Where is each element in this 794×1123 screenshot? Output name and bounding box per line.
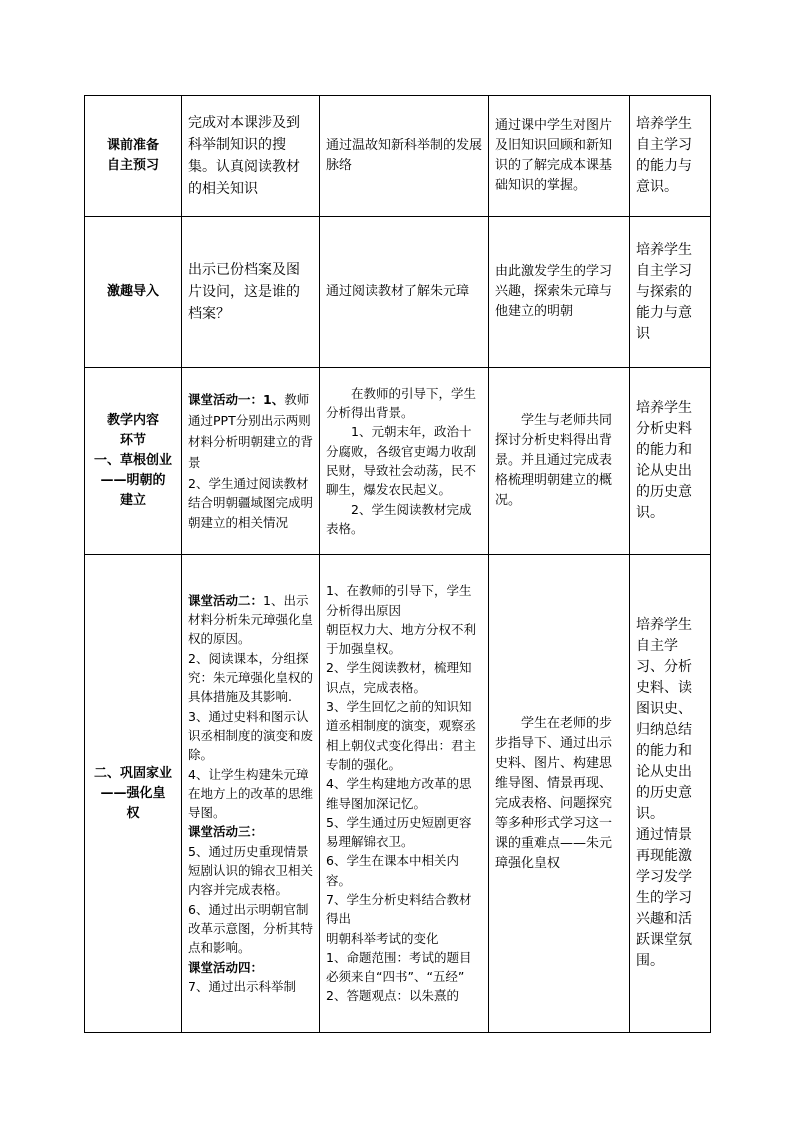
- student-line: 2、答题观点：以朱熹的: [326, 988, 459, 1004]
- design-text: 学生与老师共同探讨分析史料得出背景。并且通过完成表格梳理明朝建立的概况。: [495, 413, 613, 508]
- teacher-line: 教师通过PPT分别出示两则材料分析明朝建立的背景: [188, 392, 314, 471]
- table-row: [85, 96, 711, 217]
- stage-cell: [85, 555, 182, 1033]
- goal-cell: [630, 217, 711, 368]
- teacher-text: 完成对本课涉及到科举制知识的搜集。认真阅读教材的相关知识: [188, 115, 300, 197]
- student-line: 在教师的引导下，学生分析得出背景。: [326, 385, 477, 421]
- teacher-line: [188, 822, 313, 841]
- stage-line: 环节: [119, 433, 146, 448]
- teacher-line: [188, 958, 313, 977]
- goal-text: 培养学生自主学习与探索的能力与意识: [636, 241, 692, 342]
- design-text: 学生在老师的步步指导下、通过出示史料、图片、构建思维导图、情景再现、完成表格、问题探究等多种形式学习这一课的重难点——朱元璋强化皇权: [495, 715, 613, 871]
- design-text: 通过课中学生对图片及旧知识回顾和新知识的了解完成本课基础知识的掌握。: [495, 118, 613, 193]
- student-line: 朝臣权力大、地方分权不利于加强皇权。: [326, 621, 477, 657]
- student-activity-cell: [320, 555, 489, 1033]
- teacher-text: 3、通过史料和图示认识丞相制度的演变和废除。: [188, 708, 314, 763]
- student-text: 通过温故知新科举制的发展脉络: [326, 138, 483, 173]
- goal-text: 培养学生自主学习的能力与意识。: [636, 116, 692, 195]
- activity-heading: 课堂活动三：: [188, 824, 264, 840]
- table-row: [85, 217, 711, 368]
- teacher-text: 4、让学生构建朱元璋在地方上的改革的思维导图。: [188, 766, 314, 821]
- student-line: 5、学生通过历史短剧更容易理解锦衣卫。: [326, 814, 472, 850]
- teacher-activity-cell: [182, 96, 320, 217]
- teacher-text: 6、通过出示明朝官制改革示意图，分析其特点和影响。: [188, 901, 314, 956]
- stage-line: 权: [126, 805, 140, 821]
- teacher-line: [188, 649, 313, 707]
- teacher-activity-cell: [182, 368, 320, 555]
- student-line: 1、命题范围：考试的题目必须来自“四书”、“五经”: [326, 949, 472, 985]
- design-intent-cell: [489, 368, 630, 555]
- student-line: 7、学生分析史料结合教材得出: [326, 891, 472, 927]
- table-row: [85, 368, 711, 555]
- teacher-text: 出示已份档案及图片设问，这是谁的档案？: [188, 262, 300, 322]
- goal-cell: [630, 555, 711, 1033]
- activity-heading: 课堂活动四：: [188, 959, 264, 975]
- student-line: 4、学生构建地方改革的思维导图加深记忆。: [326, 776, 472, 811]
- design-intent-cell: [489, 96, 630, 217]
- activity-heading: 课堂活动一：1、: [188, 392, 285, 408]
- goal-text: 通过情景再现能激学习发学生的学习兴趣和活跃课堂氛围。: [636, 827, 692, 969]
- student-line: 2、学生阅读教材完成表格。: [326, 501, 472, 536]
- teacher-line: [188, 707, 313, 765]
- stage-line: 教学内容: [106, 413, 159, 428]
- teacher-line: [188, 977, 313, 996]
- stage-line: 建立: [119, 493, 146, 508]
- teacher-line: [188, 842, 313, 900]
- activity-heading: 课堂活动二：: [188, 592, 264, 608]
- goal-text: 培养学生分析史料的能力和论从史出的历史意识。: [636, 400, 692, 521]
- student-text: 通过阅读教材了解朱元璋: [326, 284, 470, 299]
- stage-line: 激趣导入: [106, 284, 159, 299]
- teacher-text: 2、阅读课本，分组探究：朱元璋强化皇权的具体措施及其影响.: [188, 650, 314, 705]
- stage-line: 二、巩固家业: [93, 765, 172, 781]
- design-text: 由此激发学生的学习兴趣，探索朱元璋与他建立的明朝: [495, 264, 613, 319]
- teacher-text: [188, 392, 313, 470]
- goal-cell: [630, 96, 711, 217]
- table-row: [85, 555, 711, 1033]
- stage-cell: [85, 217, 182, 368]
- stage-line: ——强化皇: [100, 785, 166, 801]
- teacher-line: [188, 900, 313, 958]
- teacher-line: [188, 591, 313, 649]
- goal-text: 培养学生自主学习、分析史料、读图识史、归纳总结的能力和论从史出的历史意识。: [636, 617, 692, 822]
- design-intent-cell: [489, 217, 630, 368]
- stage-line: 自主预习: [106, 158, 159, 173]
- stage-line: 一、草根创业: [93, 453, 172, 468]
- student-line: 1、元朝末年，政治十分腐败，各级官吏竭力收刮民财，导致社会动荡，民不聊生，爆发农民起义。: [326, 424, 477, 498]
- student-line: 明朝科举考试的变化: [326, 930, 439, 946]
- student-line: 6、学生在课本中相关内容。: [326, 853, 459, 888]
- student-line: 1、在教师的引导下，学生分析得出原因: [326, 583, 472, 618]
- design-intent-cell: [489, 555, 630, 1033]
- teacher-text: 1、出示材料分析朱元璋强化皇权的原因。: [188, 592, 314, 647]
- teacher-line: [188, 765, 313, 823]
- stage-line: ——明朝的: [100, 473, 166, 488]
- stage-line: 课前准备: [106, 138, 159, 153]
- goal-cell: [630, 368, 711, 555]
- student-line: 2、学生阅读教材，梳理知识点，完成表格。: [326, 660, 472, 695]
- lesson-plan-table: [84, 95, 711, 1033]
- student-activity-cell: [320, 217, 489, 368]
- teacher-text: 7、通过出示科举制: [188, 978, 296, 994]
- teacher-activity-cell: [182, 555, 320, 1033]
- student-activity-cell: [320, 368, 489, 555]
- stage-cell: [85, 96, 182, 217]
- student-line: 3、学生回忆之前的知识知道丞相制度的演变，观察丞相上朝仪式变化得出：君主专制的强化。: [326, 699, 477, 772]
- teacher-line: 2、学生通过阅读教材结合明朝疆域图完成明朝建立的相关情况: [188, 476, 314, 530]
- student-activity-cell: [320, 96, 489, 217]
- stage-cell: [85, 368, 182, 555]
- teacher-activity-cell: [182, 217, 320, 368]
- teacher-text: 5、通过历史重现情景短剧认识的锦衣卫相关内容并完成表格。: [188, 843, 314, 898]
